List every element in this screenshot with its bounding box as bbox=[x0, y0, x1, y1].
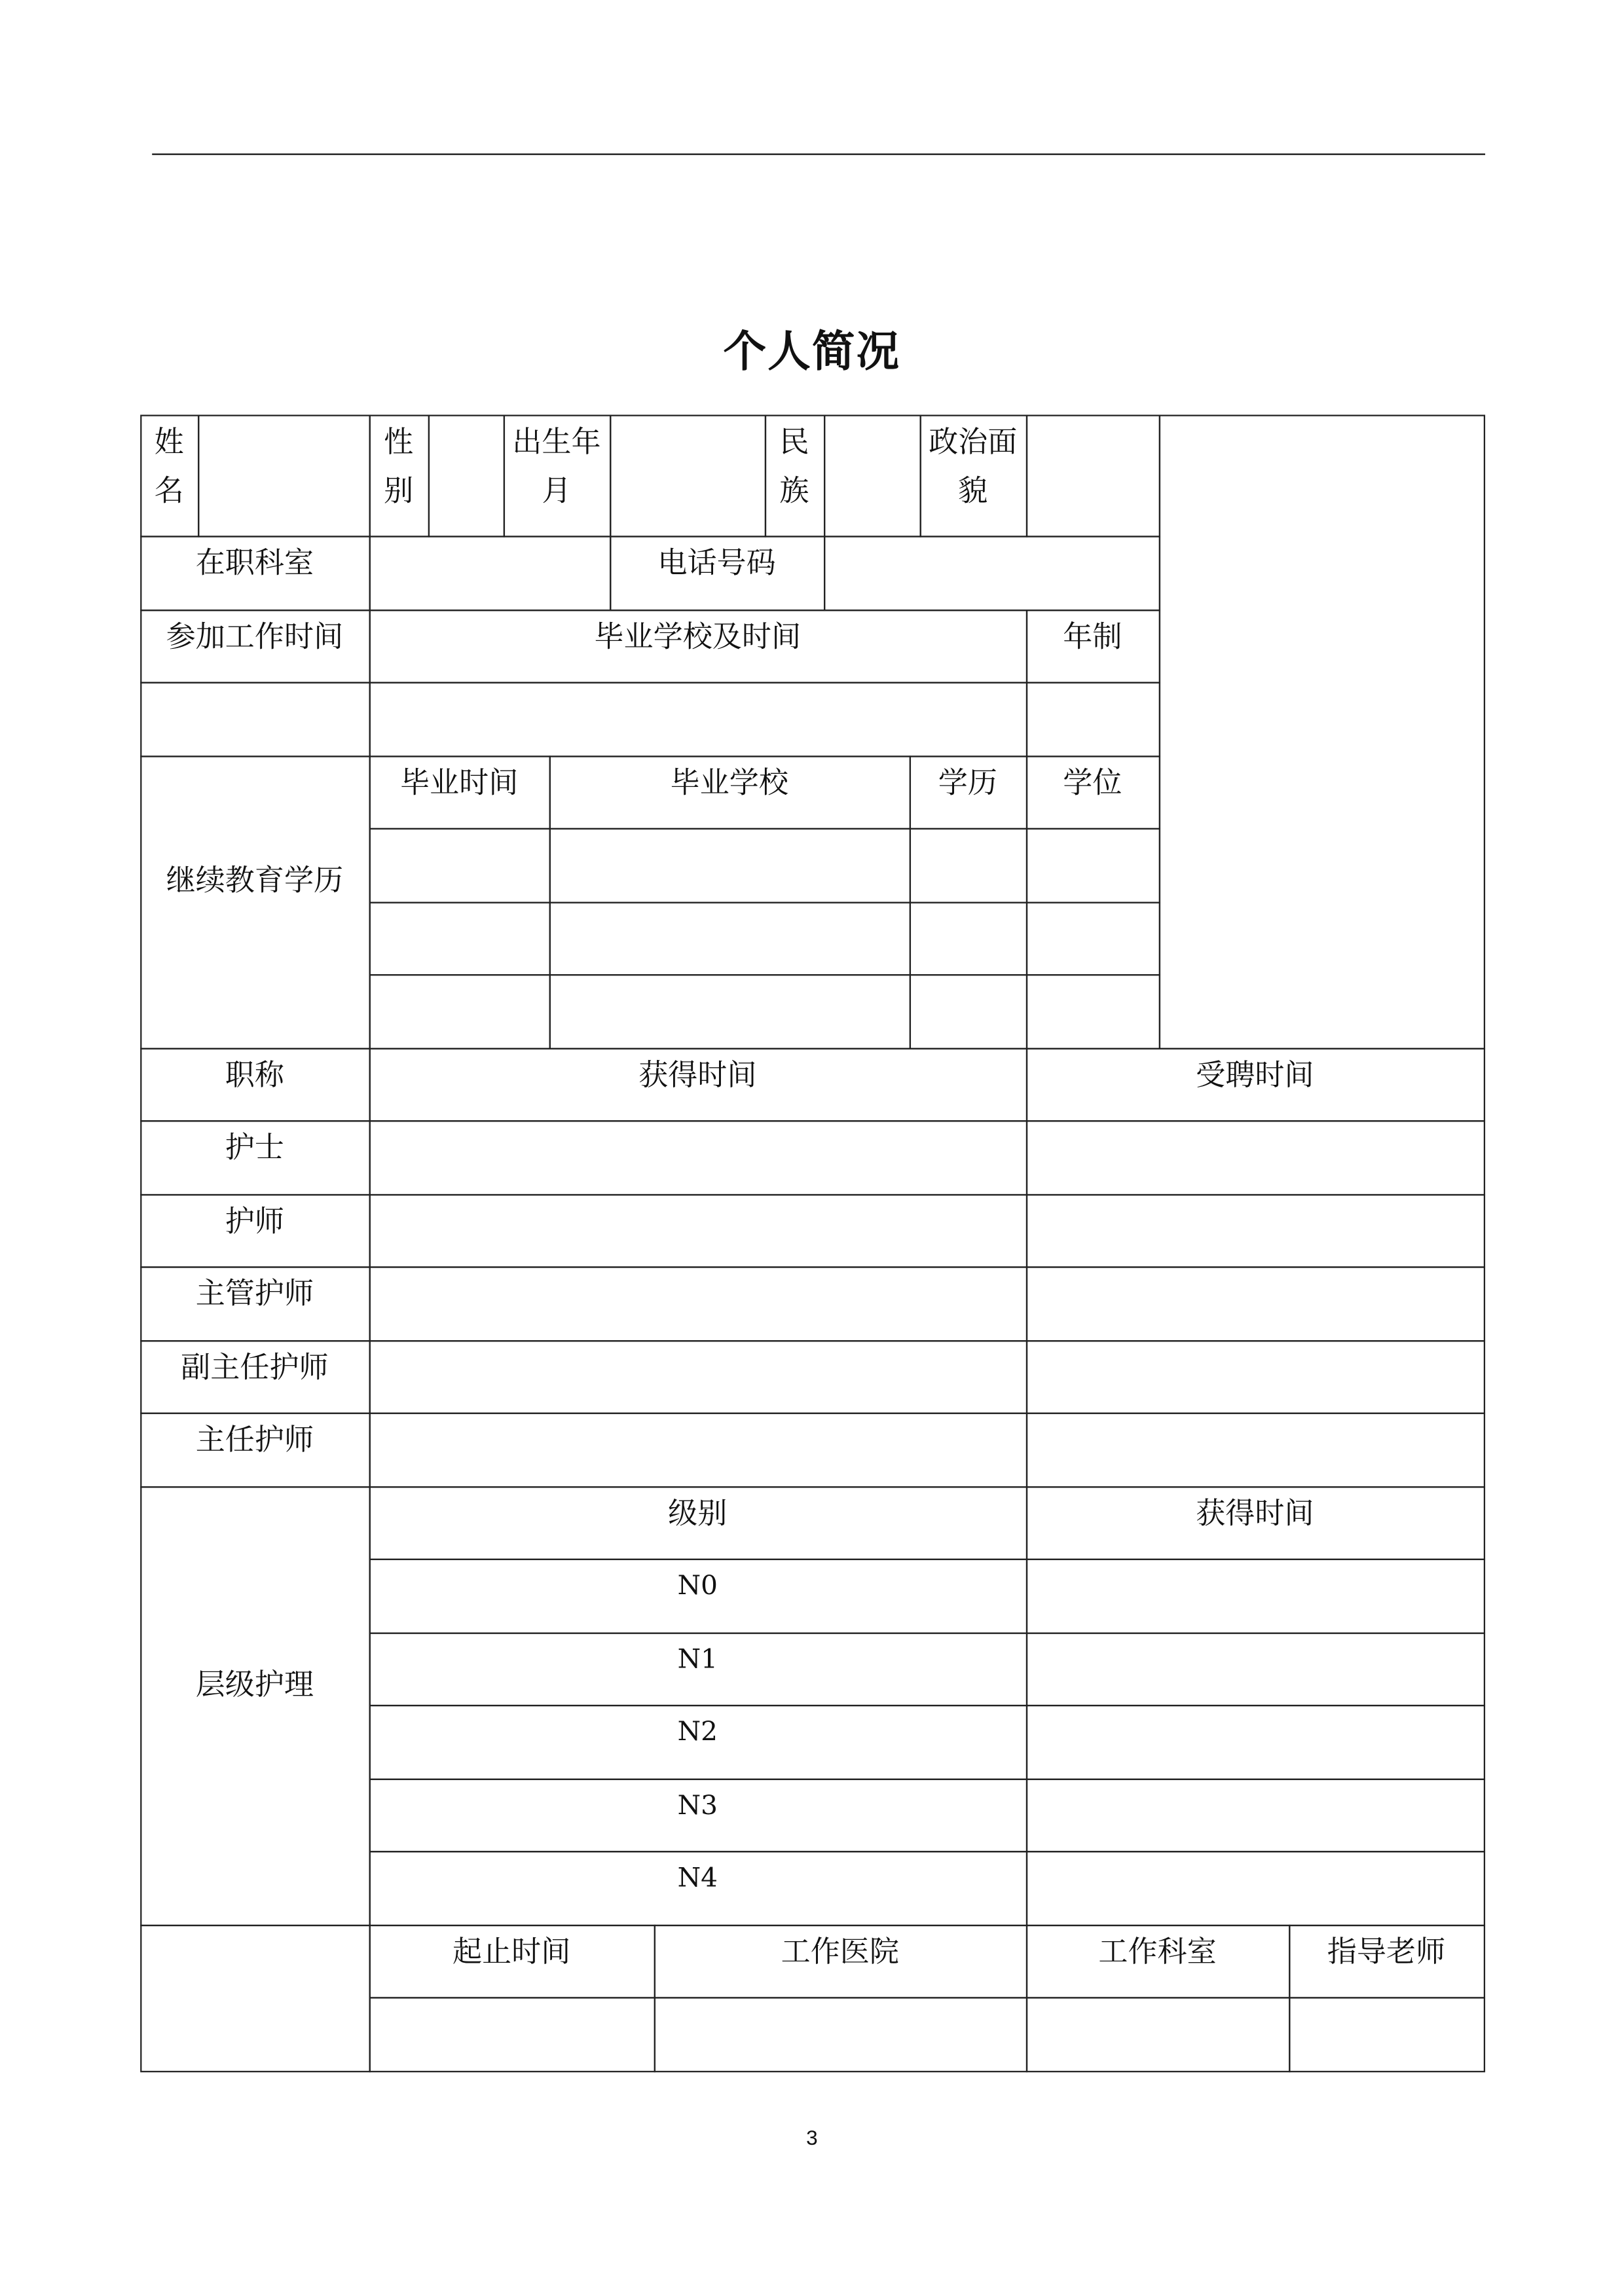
ce-field[interactable] bbox=[368, 828, 549, 903]
level-row-label: N4 bbox=[368, 1850, 1027, 1925]
ce-field[interactable] bbox=[909, 974, 1027, 1049]
department-field[interactable] bbox=[368, 535, 610, 610]
level-row-label: N1 bbox=[368, 1631, 1027, 1705]
level-obtained-field[interactable] bbox=[1025, 1631, 1485, 1705]
level-obtained-field[interactable] bbox=[1025, 1850, 1485, 1925]
titles-header: 受聘时间 bbox=[1025, 1048, 1485, 1121]
birth-label: 出生年月 bbox=[503, 414, 611, 536]
level-row-label: N0 bbox=[368, 1558, 1027, 1633]
years-field[interactable] bbox=[1025, 681, 1160, 756]
titles-header: 职称 bbox=[139, 1048, 370, 1121]
photo-box[interactable] bbox=[1158, 414, 1485, 1048]
title-hired-field[interactable] bbox=[1025, 1339, 1485, 1413]
title-row-label: 副主任护师 bbox=[139, 1339, 370, 1413]
gender-label: 性别 bbox=[368, 414, 428, 536]
work-history-field[interactable] bbox=[368, 1996, 654, 2071]
title-obtained-field[interactable] bbox=[368, 1412, 1027, 1487]
title-hired-field[interactable] bbox=[1025, 1194, 1485, 1267]
ce-field[interactable] bbox=[368, 901, 549, 975]
page-number: 3 bbox=[806, 2125, 818, 2149]
levels-header: 级别 bbox=[368, 1485, 1027, 1559]
work-start-field[interactable] bbox=[139, 681, 370, 756]
ce-field[interactable] bbox=[368, 974, 549, 1049]
ce-header: 毕业学校 bbox=[549, 755, 910, 829]
phone-field[interactable] bbox=[823, 535, 1160, 610]
work-history-field[interactable] bbox=[1025, 1996, 1290, 2071]
continuing-education-label: 继续教育学历 bbox=[139, 755, 370, 1049]
title-row-label: 主任护师 bbox=[139, 1412, 370, 1487]
level-row-label: N3 bbox=[368, 1778, 1027, 1852]
title-row-label: 护师 bbox=[139, 1194, 370, 1267]
school-time-field[interactable] bbox=[368, 681, 1027, 756]
work-history-label-cell[interactable] bbox=[139, 1924, 370, 2071]
political-field[interactable] bbox=[1025, 414, 1160, 536]
level-obtained-field[interactable] bbox=[1025, 1778, 1485, 1852]
title-obtained-field[interactable] bbox=[368, 1194, 1027, 1267]
work-start-label: 参加工作时间 bbox=[139, 609, 370, 683]
name-label: 姓名 bbox=[139, 414, 198, 536]
ce-field[interactable] bbox=[909, 828, 1027, 903]
level-row-label: N2 bbox=[368, 1704, 1027, 1779]
ce-field[interactable] bbox=[1025, 974, 1160, 1049]
levels-header: 获得时间 bbox=[1025, 1485, 1485, 1559]
title-obtained-field[interactable] bbox=[368, 1266, 1027, 1341]
title-row-label: 护士 bbox=[139, 1120, 370, 1195]
ethnicity-label: 民族 bbox=[764, 414, 824, 536]
title-hired-field[interactable] bbox=[1025, 1266, 1485, 1341]
work-history-field[interactable] bbox=[654, 1996, 1027, 2071]
levels-label: 层级护理 bbox=[139, 1485, 370, 1925]
work-history-header: 工作医院 bbox=[654, 1924, 1027, 1998]
title-hired-field[interactable] bbox=[1025, 1412, 1485, 1487]
ce-header: 学位 bbox=[1025, 755, 1160, 829]
school-time-label: 毕业学校及时间 bbox=[368, 609, 1027, 683]
years-label: 年制 bbox=[1025, 609, 1160, 683]
ce-field[interactable] bbox=[549, 901, 910, 975]
ce-field[interactable] bbox=[909, 901, 1027, 975]
level-obtained-field[interactable] bbox=[1025, 1558, 1485, 1633]
title-obtained-field[interactable] bbox=[368, 1339, 1027, 1413]
phone-label: 电话号码 bbox=[609, 535, 824, 610]
page-title: 个人简况 bbox=[723, 326, 901, 376]
ce-header: 毕业时间 bbox=[368, 755, 549, 829]
birth-field[interactable] bbox=[609, 414, 766, 536]
ce-field[interactable] bbox=[1025, 901, 1160, 975]
titles-header: 获得时间 bbox=[368, 1048, 1027, 1121]
political-label: 政治面貌 bbox=[919, 414, 1027, 536]
ce-field[interactable] bbox=[549, 828, 910, 903]
title-hired-field[interactable] bbox=[1025, 1120, 1485, 1195]
title-row-label: 主管护师 bbox=[139, 1266, 370, 1341]
header-rule bbox=[152, 153, 1485, 155]
ce-field[interactable] bbox=[549, 974, 910, 1049]
ce-field[interactable] bbox=[1025, 828, 1160, 903]
title-obtained-field[interactable] bbox=[368, 1120, 1027, 1195]
ce-header: 学历 bbox=[909, 755, 1027, 829]
work-history-header: 工作科室 bbox=[1025, 1924, 1290, 1998]
ethnicity-field[interactable] bbox=[823, 414, 921, 536]
work-history-header: 指导老师 bbox=[1288, 1924, 1485, 1998]
gender-field[interactable] bbox=[428, 414, 504, 536]
level-obtained-field[interactable] bbox=[1025, 1704, 1485, 1779]
work-history-field[interactable] bbox=[1288, 1996, 1485, 2071]
department-label: 在职科室 bbox=[139, 535, 370, 610]
work-history-header: 起止时间 bbox=[368, 1924, 654, 1998]
name-field[interactable] bbox=[197, 414, 370, 536]
